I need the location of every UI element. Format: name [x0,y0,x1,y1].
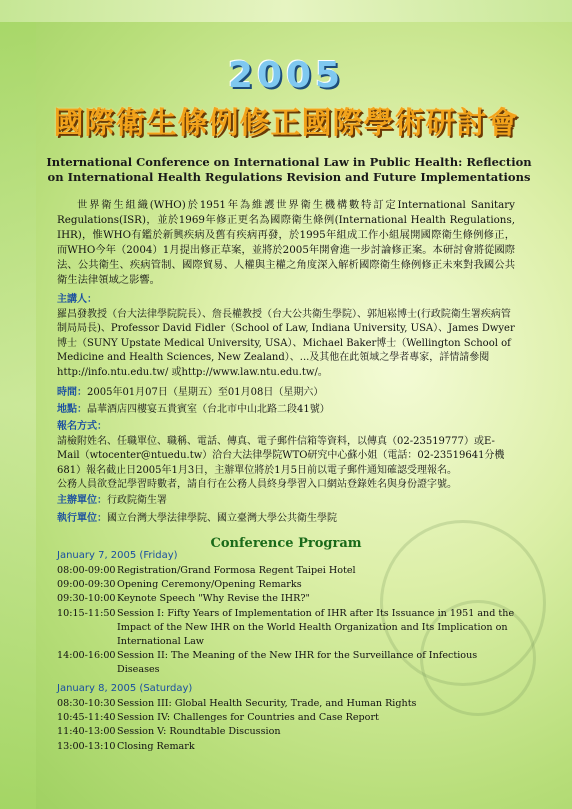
registration-label: 報名方式： [57,421,107,432]
program-title: Conference Program [210,536,362,551]
registration-note: 公務人員欲登記學習時數者，請自行在公務人員終身學習入口網站登錄姓名與身份證字號。 [57,479,457,490]
time-section [57,386,515,401]
schedule-row: 14:00-16:00 Session II: The Meaning of the New IHR for the Surveillance of Infectious Diseases [57,650,478,676]
executor-text: 國立台灣大學法律學院、國立臺灣大學公共衛生學院 [107,513,337,524]
speakers-label: 主講人： [57,294,97,305]
day1-schedule [57,564,517,678]
venue-label: 地點： [57,404,87,415]
chinese-title: 國際衛生條例修正國際學術研討會 [53,106,519,141]
schedule-row: 11:40-13:00 Session V: Roundtable Discussion [57,726,281,738]
schedule-row: 13:00-13:10 Closing Remark [57,740,195,752]
schedule-row: 10:45-11:40 Session IV: Challenges for Countries and Case Report [57,712,379,724]
schedule-row: 09:30-10:00 Keynote Speech "Why Revise the IHR?" [57,593,310,605]
registration-section [57,420,515,493]
organizer-section [57,494,515,509]
intro-paragraph: 世界衛生組織(WHO)於1951年為維護世界衛生機構數特訂定International Sanitary Regulations(ISR)，並於1969年修正更名為國際衛生條例(International Health Regulations, IHR)，惟WHO有鑑於新興疾病及舊有疾病再發，於1995年組成工作小組展開國際衛生條例修正，而WHO今年（2004）1月提出修正草案，並將於2005年開會進一步討論修正案。本研討會將從國際法、公共衛生、疾病管制、國際貿易、人權與主權之角度深入解析國際衛生條例修正未來對我國公共衛生法律領域之影響。 [57,199,515,286]
day1-date: January 7, 2005 (Friday) [57,550,178,561]
year-heading: 2005 [227,55,345,96]
schedule-row: 10:15-11:50 Session I: Fifty Years of Implementation of IHR after Its Issuance in 1951 and the Impact of the New IHR on the World Health Organization and Its Implication on International Law [57,607,515,648]
executor-label: 執行單位： [57,513,107,524]
organizer-text: 行政院衛生署 [107,495,167,506]
schedule-row: 08:00-09:00 Registration/Grand Formosa Regent Taipei Hotel [57,565,356,576]
time-label: 時間： [57,387,87,398]
schedule-row: 08:30-10:30 Session III: Global Health Security, Trade, and Human Rights [57,698,417,709]
registration-text: 請檢附姓名、任職單位、職稱、電話、傳真、電子郵件信箱等資料，以傳真（02-23519777）或E-Mail（wtocenter@ntuedu.tw）洽台大法律學院WTO研究中心蘇小姐（電話：02-23519641分機681）報名截止日2005年1月3日，主辦單位將於1月5日前以電子郵件通知確認受理報名。 [57,435,505,476]
executor-section [57,512,515,527]
english-title: International Conference on International Law in Public Health: Reflection on International Health Regulations Revision and Future Implementations [46,155,532,184]
time-text: 2005年01月07日（星期五）至01月08日（星期六） [87,387,324,398]
schedule-row: 09:00-09:30 Opening Ceremony/Opening Remarks [57,579,302,591]
day2-schedule [57,697,517,754]
speakers-section [57,293,515,380]
day2-date: January 8, 2005 (Saturday) [57,683,193,694]
organizer-label: 主辦單位： [57,495,107,506]
venue-section [57,403,515,418]
speakers-text: 羅昌發教授（台大法律學院院長）、詹長權教授（台大公共衛生學院）、郭旭崧博士(行政院衛生署疾病管制局局長)、Professor David Fidler（School of Law, Indiana University, USA）、James Dwyer博士（SUNY Upstate Medical University, USA）、Michael Baker博士（Wellington School of Medicine and Health Sciences, New Zealand）、...及其他在此領域之學者專家，詳情請參閱http://info.ntu.edu.tw/ 或http://www.law.ntu.edu.tw/。 [57,308,515,378]
venue-text: 晶華酒店四樓宴五貴賓室（台北市中山北路二段41號） [87,404,330,415]
